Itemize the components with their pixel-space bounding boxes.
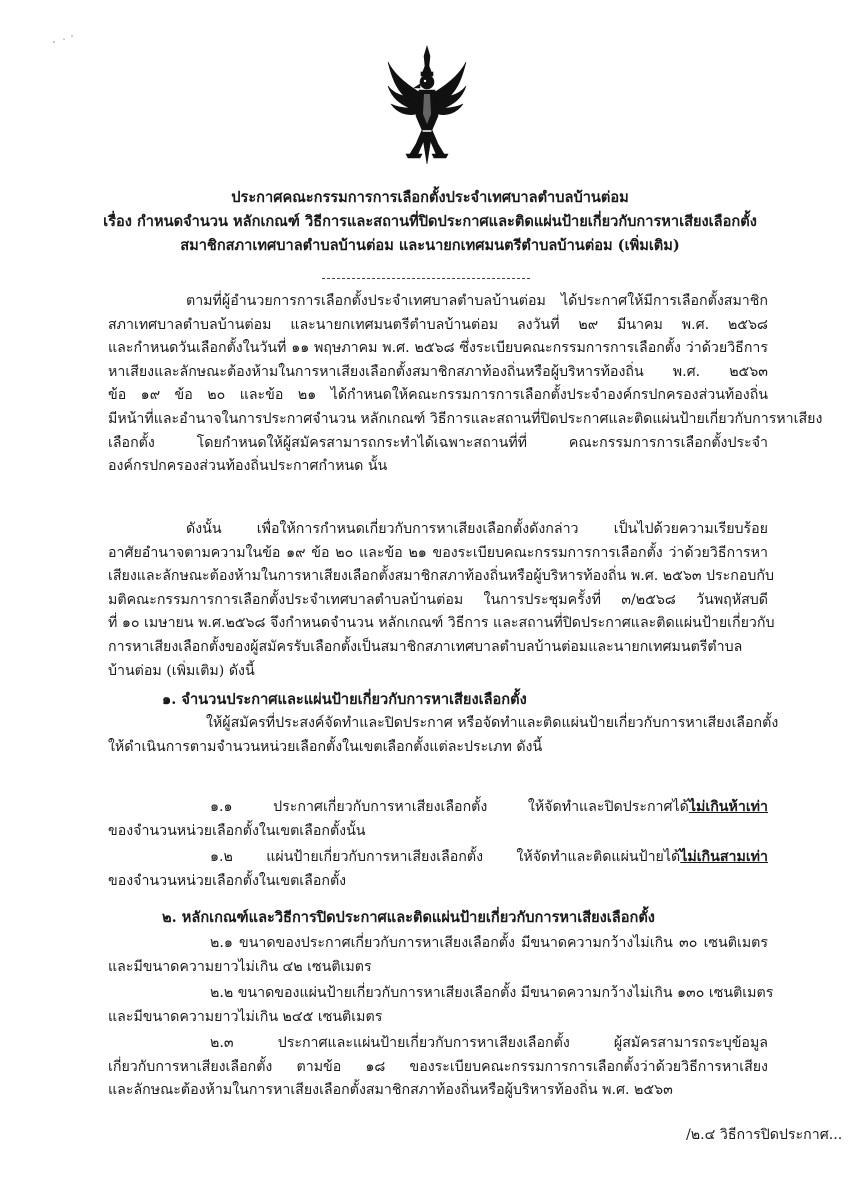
paragraph-line: ตามที่ผู้อำนวยการการเลือกตั้งประจำเทศบาลตำบลบ้านต่อม ได้ประกาศให้มีการเลือกตั้งสมาชิก: [186, 293, 768, 309]
paragraph-line: ดังนั้น เพื่อให้การกำหนดเกี่ยวกับการหาเสียงเลือกตั้งดังกล่าว เป็นไปด้วยความเรียบร้อย: [186, 521, 768, 537]
section-1-item-1: [108, 796, 768, 843]
paragraph-line: เสียงและลักษณะต้องห้ามในการหาเสียงเลือกตั้งสมาชิกสภาท้องถิ่นหรือผู้บริหารท้องถิ่น พ.ศ. ๒๕๖๓ ประกอบกับ: [108, 568, 775, 585]
header-divider: [322, 278, 530, 279]
header-subject-line-2: สมาชิกสภาเทศบาลตำบลบ้านต่อม และนายกเทศมนตรีตำบลบ้านต่อม (เพิ่มเติม): [180, 237, 680, 254]
section-2-item-3: [108, 1032, 768, 1103]
paragraph-line: เลือกตั้ง โดยกำหนดให้ผู้สมัครสามารถกระทำได้เฉพาะสถานที่ที่ คณะกรรมการการเลือกตั้งประจำ: [108, 434, 768, 451]
paragraph-2: [108, 518, 775, 683]
limit-emphasis: ไม่เกินห้าเท่า: [688, 799, 768, 815]
section-2-title: ๒. หลักเกณฑ์และวิธีการปิดประกาศและติดแผ่นป้ายเกี่ยวกับการหาเสียงเลือกตั้ง: [162, 909, 655, 926]
item-line: และมีขนาดความยาวไม่เกิน ๔๒ เซนติเมตร: [108, 958, 372, 975]
section-1-title: ๑. จำนวนประกาศและแผ่นป้ายเกี่ยวกับการหาเสียงเลือกตั้ง: [162, 691, 527, 708]
paragraph-line: ให้ดำเนินการตามจำนวนหน่วยเลือกตั้งในเขตเลือกตั้งแต่ละประเภท ดังนี้: [108, 738, 543, 755]
paragraph-line: และกำหนดวันเลือกตั้งในวันที่ ๑๑ พฤษภาคม พ.ศ. ๒๕๖๘ ซึ่งระเบียบคณะกรรมการการเลือกตั้ง ว่าด้วยวิธีการ: [108, 340, 768, 357]
paragraph-line: ที่ ๑๐ เมษายน พ.ศ.๒๕๖๘ จึงกำหนดจำนวน หลักเกณฑ์ วิธีการ และสถานที่ปิดประกาศและติดแผ่นป้ายเกี่ยวกับ: [108, 615, 775, 632]
item-line: และมีขนาดความยาวไม่เกิน ๒๔๕ เซนติเมตร: [108, 1008, 383, 1025]
section-2-item-1: [108, 932, 768, 979]
item-line: ๒.๑ ขนาดของประกาศเกี่ยวกับการหาเสียงเลือกตั้ง มีขนาดความกว้างไม่เกิน ๓๐ เซนติเมตร: [210, 935, 768, 951]
paragraph-line: สภาเทศบาลตำบลบ้านต่อม และนายกเทศมนตรีตำบลบ้านต่อม ลงวันที่ ๒๙ มีนาคม พ.ศ. ๒๕๖๘: [108, 316, 768, 333]
item-line: และลักษณะต้องห้ามในการหาเสียงเลือกตั้งสมาชิกสภาท้องถิ่นหรือผู้บริหารท้องถิ่น พ.ศ. ๒๕๖๓: [108, 1082, 673, 1099]
header-subject-line: เรื่อง กำหนดจำนวน หลักเกณฑ์ วิธีการและสถานที่ปิดประกาศและติดแผ่นป้ายเกี่ยวกับการหาเสียงเลือกตั้ง: [103, 213, 757, 230]
section-1-item-2: [108, 846, 768, 893]
paragraph-line: มีหน้าที่และอำนาจในการประกาศจำนวน หลักเกณฑ์ วิธีการและสถานที่ปิดประกาศและติดแผ่นป้ายเกี่ยวกับการหาเสียง: [108, 410, 823, 427]
paragraph-line: มติคณะกรรมการการเลือกตั้งประจำเทศบาลตำบลบ้านต่อม ในการประชุมครั้งที่ ๓/๒๕๖๘ วันพฤหัสบดี: [108, 591, 768, 608]
paragraph-line: การหาเสียงเลือกตั้งของผู้สมัครรับเลือกตั้งเป็นสมาชิกสภาเทศบาลตำบลบ้านต่อมและนายกเทศมนตรีตำบล: [108, 638, 743, 655]
paragraph-line: อาศัยอำนาจตามความในข้อ ๑๙ ข้อ ๒๐ และข้อ ๒๑ ของระเบียบคณะกรรมการการเลือกตั้ง ว่าด้วยวิธีการหา: [108, 544, 768, 561]
item-line: ๒.๒ ขนาดของแผ่นป้ายเกี่ยวกับการหาเสียงเลือกตั้ง มีขนาดความกว้างไม่เกิน ๑๓๐ เซนติเมตร: [210, 985, 774, 1001]
item-line: ของจำนวนหน่วยเลือกตั้งในเขตเลือกตั้ง: [108, 872, 347, 889]
section-1-intro: [108, 712, 779, 759]
paragraph-line: บ้านต่อม (เพิ่มเติม) ดังนี้: [108, 662, 255, 679]
item-line: [108, 846, 768, 870]
scan-specks: [50, 28, 90, 48]
header-title-line-1: ประกาศคณะกรรมการการเลือกตั้งประจำเทศบาลตำบลบ้านต่อม: [231, 189, 629, 206]
limit-emphasis: ไม่เกินสามเท่า: [680, 849, 768, 865]
paragraph-1: [108, 290, 823, 479]
item-line: ๒.๓ ประกาศและแผ่นป้ายเกี่ยวกับการหาเสียงเลือกตั้ง ผู้สมัครสามารถระบุข้อมูล: [210, 1035, 768, 1051]
paragraph-line: หาเสียงและลักษณะต้องห้ามในการหาเสียงเลือกตั้งสมาชิกสภาท้องถิ่นหรือผู้บริหารท้องถิ่น พ.ศ. ๒๕๖๓: [108, 363, 768, 380]
paragraph-line: ข้อ ๑๙ ข้อ ๒๐ และข้อ ๒๑ ได้กำหนดให้คณะกรรมการการเลือกตั้งประจำองค์กรปกครองส่วนท้องถิ่น: [108, 387, 768, 404]
page-continuation: /๒.๔ วิธีการปิดประกาศ...: [686, 1127, 843, 1143]
paragraph-line: องค์กรปกครองส่วนท้องถิ่นประกาศกำหนด นั้น: [108, 458, 388, 475]
item-text: ๑.๑ ประกาศเกี่ยวกับการหาเสียงเลือกตั้ง ให้จัดทำและปิดประกาศได้: [210, 799, 689, 815]
garuda-emblem-icon: [386, 44, 468, 166]
section-2-item-2: [108, 982, 774, 1029]
item-line: เกี่ยวกับการหาเสียงเลือกตั้ง ตามข้อ ๑๘ ของระเบียบคณะกรรมการการเลือกตั้งว่าด้วยวิธีการหาเสียง: [108, 1058, 768, 1075]
item-line: ของจำนวนหน่วยเลือกตั้งในเขตเลือกตั้งนั้น: [108, 822, 366, 839]
item-text: ๑.๒ แผ่นป้ายเกี่ยวกับการหาเสียงเลือกตั้ง ให้จัดทำและติดแผ่นป้ายได้: [210, 849, 681, 865]
paragraph-line: ให้ผู้สมัครที่ประสงค์จัดทำและปิดประกาศ หรือจัดทำและติดแผ่นป้ายเกี่ยวกับการหาเสียงเลือกตั้ง: [206, 715, 779, 731]
item-line: [108, 796, 768, 820]
